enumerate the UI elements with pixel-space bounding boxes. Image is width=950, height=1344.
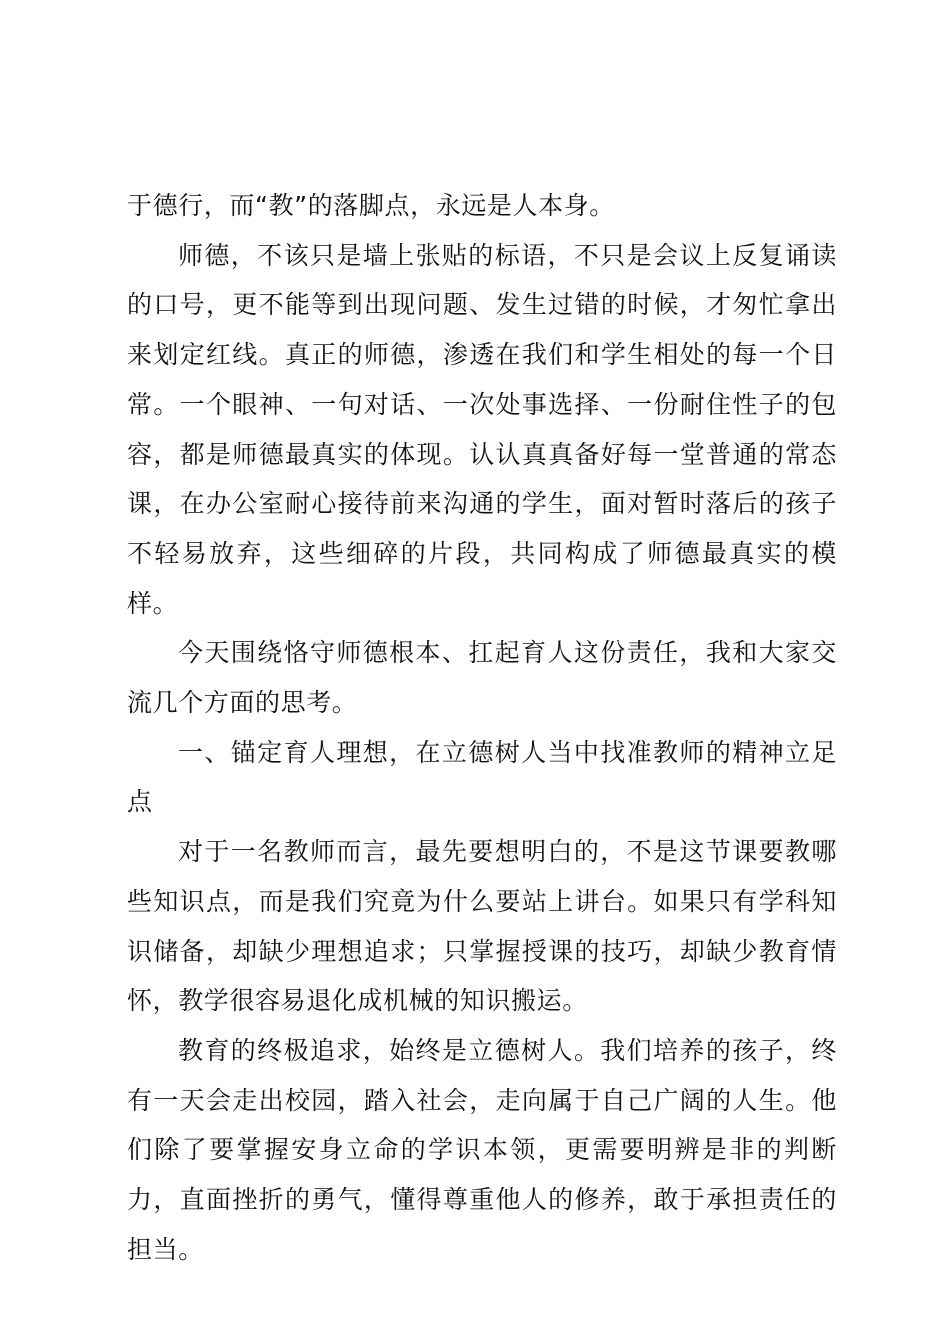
paragraph-intro: 今天围绕恪守师德根本、扛起育人这份责任，我和大家交流几个方面的思考。 [127,638,837,718]
paragraph-teacher-purpose: 对于一名教师而言，最先要想明白的，不是这节课要教哪些知识点，而是我们究竟为什么要站上讲台。如果只有学科知识储备，却缺少理想追求；只掌握授课的技巧，却缺少教育情怀，教学很容易退化成机械的知识搬运。 [127,837,837,1016]
paragraph-teacher-ethics: 师德，不该只是墙上张贴的标语，不只是会议上反复诵读的口号，更不能等到出现问题、发生过错的时候，才匆忙拿出来划定红线。真正的师德，渗透在我们和学生相处的每一个日常。一个眼神、一句对话、一次处事选择、一份耐住性子的包容，都是师德最真实的体现。认认真真备好每一堂普通的常态课，在办公室耐心接待前来沟通的学生，面对暂时落后的孩子不轻易放弃，这些细碎的片段，共同构成了师德最真实的模样。 [127,240,837,618]
section-heading-1: 一、锚定育人理想，在立德树人当中找准教师的精神立足点 [127,737,837,817]
document-body [127,181,837,1274]
paragraph-continuation: 于德行，而“教”的落脚点，永远是人本身。 [127,191,615,220]
paragraph-education-goal: 教育的终极追求，始终是立德树人。我们培养的孩子，终有一天会走出校园，踏入社会，走向属于自己广阔的人生。他们除了要掌握安身立命的学识本领，更需要明辨是非的判断力，直面挫折的勇气，懂得尊重他人的修养，敢于承担责任的担当。 [127,1035,837,1264]
